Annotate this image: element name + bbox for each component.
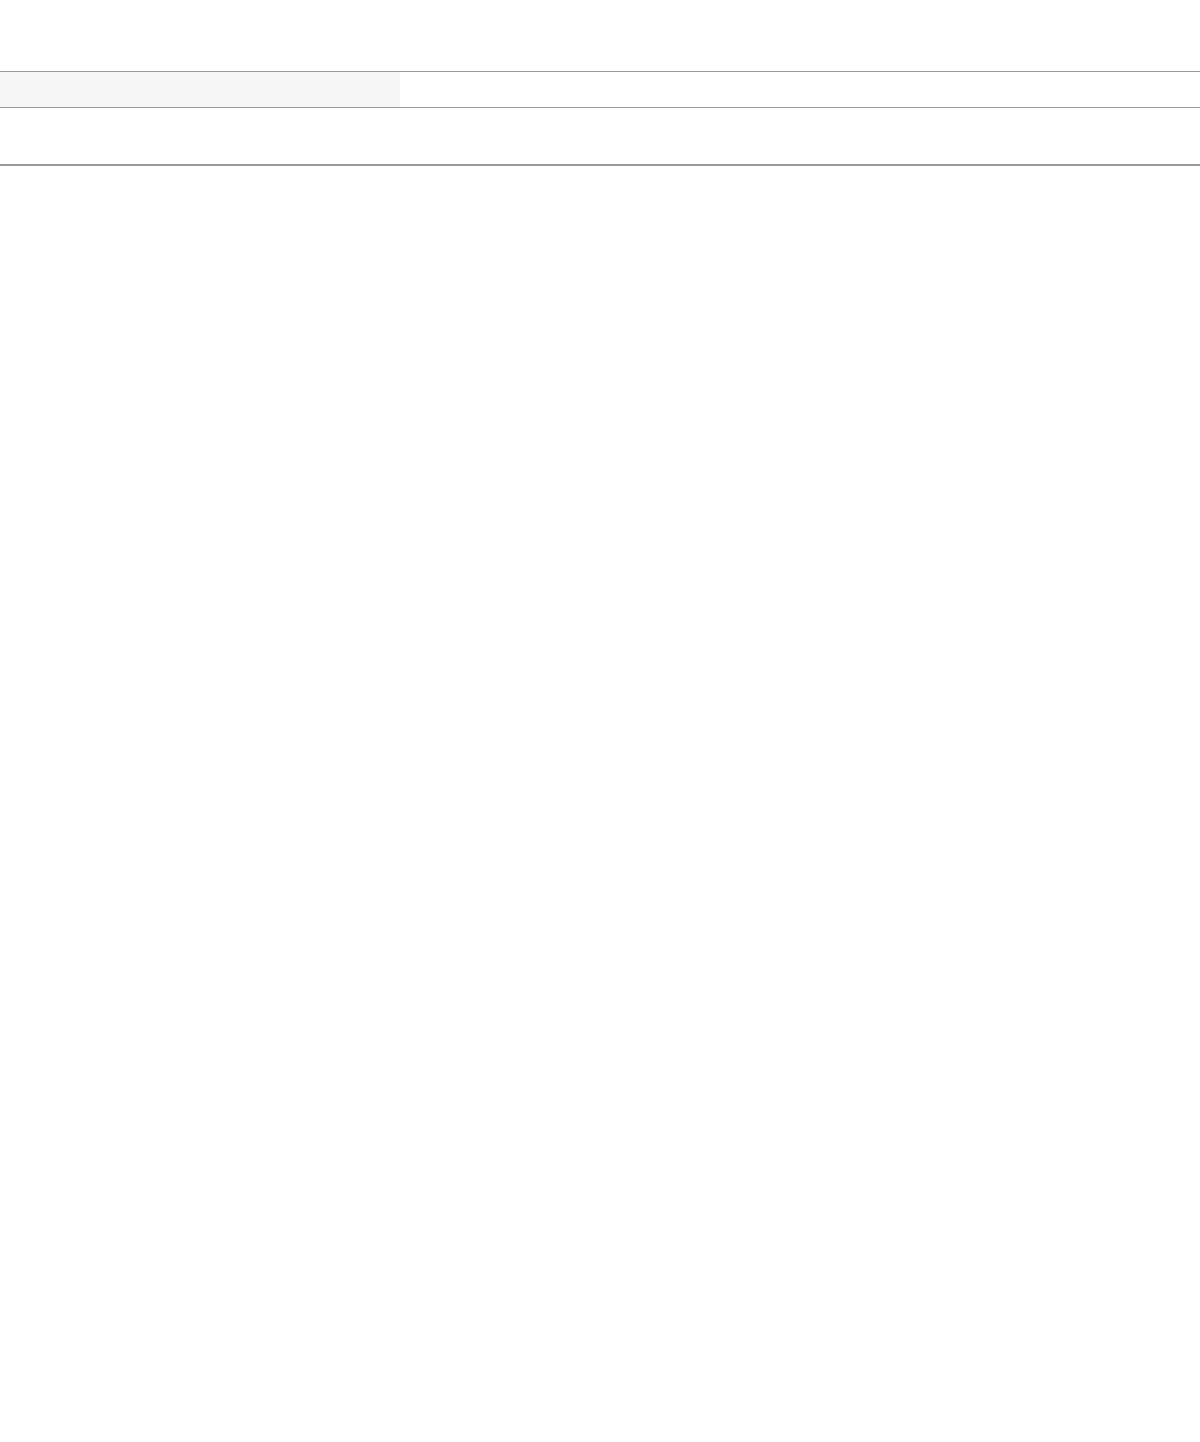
detail-info-table [0, 164, 1200, 166]
size-table-header-row [0, 72, 1200, 108]
product-attributes-section [0, 0, 1200, 6]
size-info-table [0, 71, 1200, 108]
product-detail-page [0, 0, 1200, 166]
size-column-header-cell [0, 72, 400, 107]
